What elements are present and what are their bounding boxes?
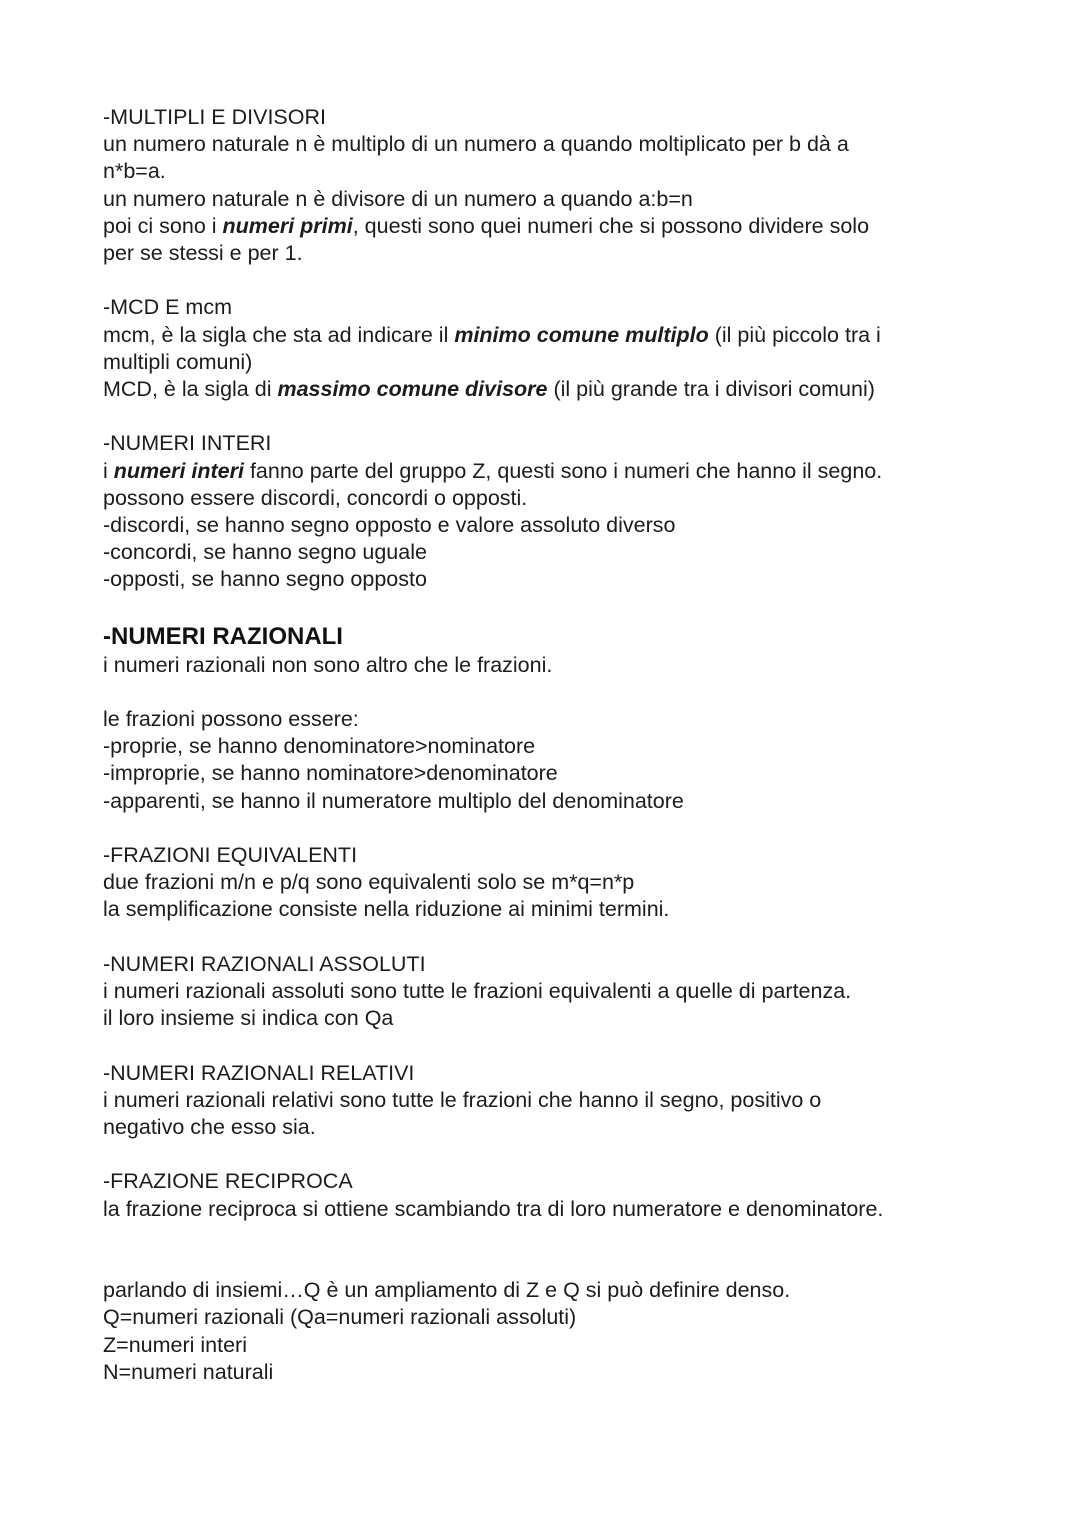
text-line: un numero naturale n è multiplo di un numero a quando moltiplicato per b dà a (103, 132, 849, 157)
section-heading: -NUMERI RAZIONALI (103, 622, 343, 650)
section-title: -NUMERI RAZIONALI ASSOLUTI (103, 951, 426, 976)
emphasis-term: numeri primi (222, 213, 353, 238)
text-line: per se stessi e per 1. (103, 241, 303, 266)
text-line: la frazione reciproca si ottiene scambiando tra di loro numeratore e denominatore. (103, 1196, 884, 1221)
text-line: i numeri razionali non sono altro che le frazioni. (103, 652, 553, 677)
section-title: -FRAZIONI EQUIVALENTI (103, 843, 358, 868)
text-line: -opposti, se hanno segno opposto (103, 567, 427, 592)
section-title: -NUMERI INTERI (103, 431, 272, 456)
text-line: parlando di insiemi…Q è un ampliamento di Z e Q si può definire denso. (103, 1278, 791, 1303)
section-title: -MULTIPLI E DIVISORI (103, 105, 326, 129)
text-line: Q=numeri razionali (Qa=numeri razionali assoluti) (103, 1305, 577, 1330)
emphasis-term: massimo comune divisore (277, 377, 548, 402)
text-line: -discordi, se hanno segno opposto e valore assoluto diverso (103, 513, 676, 538)
text-line: N=numeri naturali (103, 1359, 274, 1384)
text-line: -concordi, se hanno segno uguale (103, 540, 427, 565)
text-line: la semplificazione consiste nella riduzione ai minimi termini. (103, 897, 670, 922)
emphasis-term: minimo comune multiplo (454, 322, 709, 347)
section-frazioni-equivalenti (103, 842, 1003, 924)
text-line: mcm, è la sigla che sta ad indicare il minimo comune multiplo (il più piccolo tra i (103, 322, 881, 347)
text-line: due frazioni m/n e p/q sono equivalenti solo se m*q=n*p (103, 870, 635, 895)
section-numeri-interi (103, 430, 1003, 593)
text-line: i numeri razionali relativi sono tutte le frazioni che hanno il segno, positivo o (103, 1087, 822, 1112)
text-line: -improprie, se hanno nominatore>denominatore (103, 761, 558, 786)
text-line: Z=numeri interi (103, 1332, 247, 1357)
text-line: -apparenti, se hanno il numeratore multiplo del denominatore (103, 788, 684, 813)
text-line: un numero naturale n è divisore di un numero a quando a:b=n (103, 186, 693, 211)
text-line: i numeri razionali assoluti sono tutte le frazioni equivalenti a quelle di partenza. (103, 979, 852, 1004)
section-frazione-reciproca (103, 1168, 1003, 1222)
text-line: il loro insieme si indica con Qa (103, 1006, 394, 1031)
section-multipli-divisori (103, 104, 1003, 267)
text-line: multipli comuni) (103, 349, 253, 374)
section-insiemi (103, 1277, 1003, 1386)
text-line: MCD, è la sigla di massimo comune divisore (il più grande tra i divisori comuni) (103, 377, 875, 402)
section-title: -NUMERI RAZIONALI RELATIVI (103, 1060, 415, 1085)
section-razionali-assoluti (103, 951, 1003, 1033)
text-line: poi ci sono i numeri primi, questi sono quei numeri che si possono dividere solo (103, 213, 870, 238)
text-line: -proprie, se hanno denominatore>nominatore (103, 734, 536, 759)
section-numeri-razionali (103, 622, 1003, 815)
text-line: i numeri interi fanno parte del gruppo Z, questi sono i numeri che hanno il segno. (103, 458, 883, 483)
section-mcd-mcm (103, 294, 1003, 403)
text-line: negativo che esso sia. (103, 1115, 316, 1140)
emphasis-term: numeri interi (113, 458, 244, 483)
section-razionali-relativi (103, 1060, 1003, 1142)
section-title: -FRAZIONE RECIPROCA (103, 1169, 353, 1194)
text-line: n*b=a. (103, 159, 166, 184)
text-line: le frazioni possono essere: (103, 707, 359, 732)
document-page (103, 104, 1003, 1386)
section-title: -MCD E mcm (103, 295, 232, 320)
text-line: possono essere discordi, concordi o opposti. (103, 485, 528, 510)
